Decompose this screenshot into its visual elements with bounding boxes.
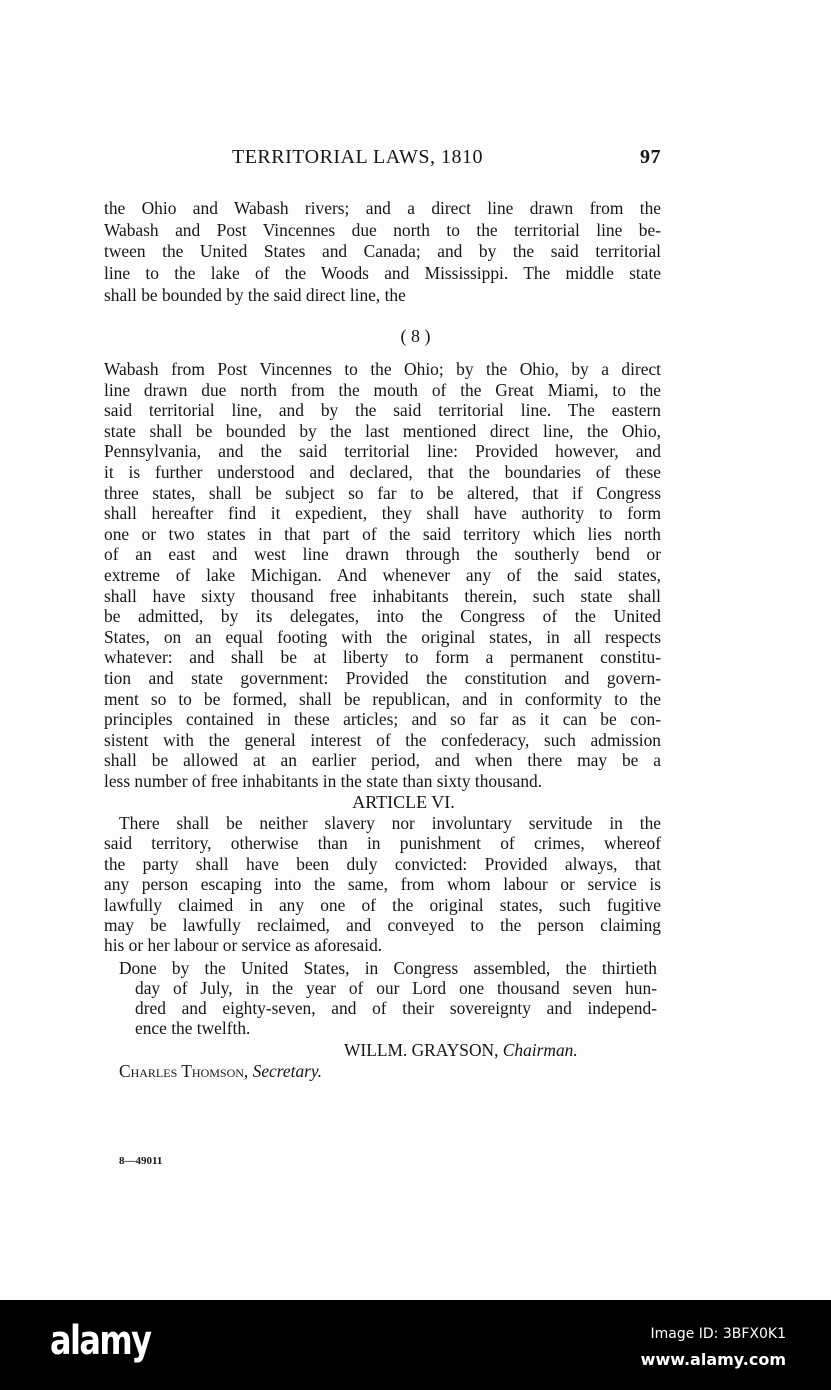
text-line: be admitted, by its delegates, into the Congress of the United <box>104 606 661 627</box>
paragraph-done-by <box>119 958 657 1038</box>
text-line: Wabash from Post Vincennes to the Ohio; by the Ohio, by a direct <box>104 359 661 379</box>
text-line: shall be allowed at an earlier period, and when there may be a <box>104 750 661 771</box>
text-line: his or her labour or service as aforesaid. <box>104 935 383 956</box>
print-code: 8—49011 <box>119 1155 163 1167</box>
secretary-name: Charles Thomson, <box>119 1061 249 1081</box>
image-id: Image ID: 3BFX0K1 <box>650 1326 786 1342</box>
text-line: dred and eighty-seven, and of their sovereignty and independ- <box>135 998 657 1018</box>
text-line: line to the lake of the Woods and Mississippi. The middle state <box>104 263 661 284</box>
page-number: 97 <box>640 146 661 168</box>
text-line: less number of free inhabitants in the state than sixty thousand. <box>104 770 543 791</box>
text-line: principles contained in these articles; and so far as it can be con- <box>104 709 661 730</box>
paragraph-1 <box>104 198 661 306</box>
text-line: the party shall have been duly convicted: Provided always, that <box>104 853 661 874</box>
text-line: of an east and west line drawn through the southerly bend or <box>104 544 661 565</box>
watermark-url: www.alamy.com <box>640 1350 786 1369</box>
text-line: three states, shall be subject so far to be altered, that if Congress <box>104 482 661 503</box>
text-line: said territory, otherwise than in punishment of crimes, whereof <box>104 833 661 854</box>
text-line: shall hereafter find it expedient, they shall have authority to form <box>104 503 661 524</box>
text-line: whatever: and shall be at liberty to form a permanent constitu- <box>104 647 661 668</box>
chairman-title: Chairman. <box>502 1040 578 1060</box>
text-line: States, on an equal footing with the original states, in all respects <box>104 626 661 647</box>
text-line: it is further understood and declared, that the boundaries of these <box>104 461 661 482</box>
text-line: one or two states in that part of the said territory which lies north <box>104 523 661 544</box>
text-line: Wabash and Post Vincennes due north to the territorial line be- <box>104 219 661 240</box>
text-line: ence the twelfth. <box>135 1018 251 1038</box>
text-line: state shall be bounded by the last mentioned direct line, the Ohio, <box>104 420 661 441</box>
paragraph-2 <box>104 359 661 791</box>
chairman-signature <box>344 1040 578 1060</box>
alamy-logo: alamy <box>50 1318 151 1364</box>
header-title: TERRITORIAL LAWS, 1810 <box>232 146 484 168</box>
section-marker: ( 8 ) <box>400 326 431 346</box>
text-line: ment so to be formed, shall be republican, and in conformity to the <box>104 688 661 709</box>
text-line: may be lawfully reclaimed, and conveyed to the person claiming <box>104 914 661 935</box>
text-line: Done by the United States, in Congress assembled, the thirtieth <box>119 958 657 978</box>
chairman-name: WILLM. GRAYSON, <box>344 1040 499 1060</box>
text-line: the Ohio and Wabash rivers; and a direct line drawn from the <box>104 198 661 218</box>
text-line: Pennsylvania, and the said territorial line: Provided however, and <box>104 441 661 462</box>
paragraph-article-vi <box>104 813 661 956</box>
running-header <box>232 146 661 170</box>
secretary-signature <box>119 1061 322 1081</box>
text-line: shall have sixty thousand free inhabitants therein, such state shall <box>104 585 661 606</box>
text-line: sistent with the general interest of the confederacy, such admission <box>104 729 661 750</box>
secretary-title: Secretary. <box>252 1061 323 1081</box>
text-line: extreme of lake Michigan. And whenever any of the said states, <box>104 564 661 585</box>
watermark-bar <box>0 1300 831 1390</box>
text-line: day of July, in the year of our Lord one thousand seven hun- <box>135 978 657 998</box>
text-line: lawfully claimed in any one of the original states, such fugitive <box>104 894 661 915</box>
text-line: said territorial line, and by the said territorial line. The eastern <box>104 400 661 421</box>
text-line: any person escaping into the same, from whom labour or service is <box>104 874 661 895</box>
text-line: line drawn due north from the mouth of the Great Miami, to the <box>104 379 661 400</box>
text-line: tion and state government: Provided the constitution and govern- <box>104 667 661 688</box>
text-line: shall be bounded by the said direct line, the <box>104 284 406 305</box>
article-heading: ARTICLE VI. <box>352 792 455 812</box>
text-line: There shall be neither slavery nor involuntary servitude in the <box>119 813 661 833</box>
text-line: tween the United States and Canada; and by the said territorial <box>104 241 661 262</box>
